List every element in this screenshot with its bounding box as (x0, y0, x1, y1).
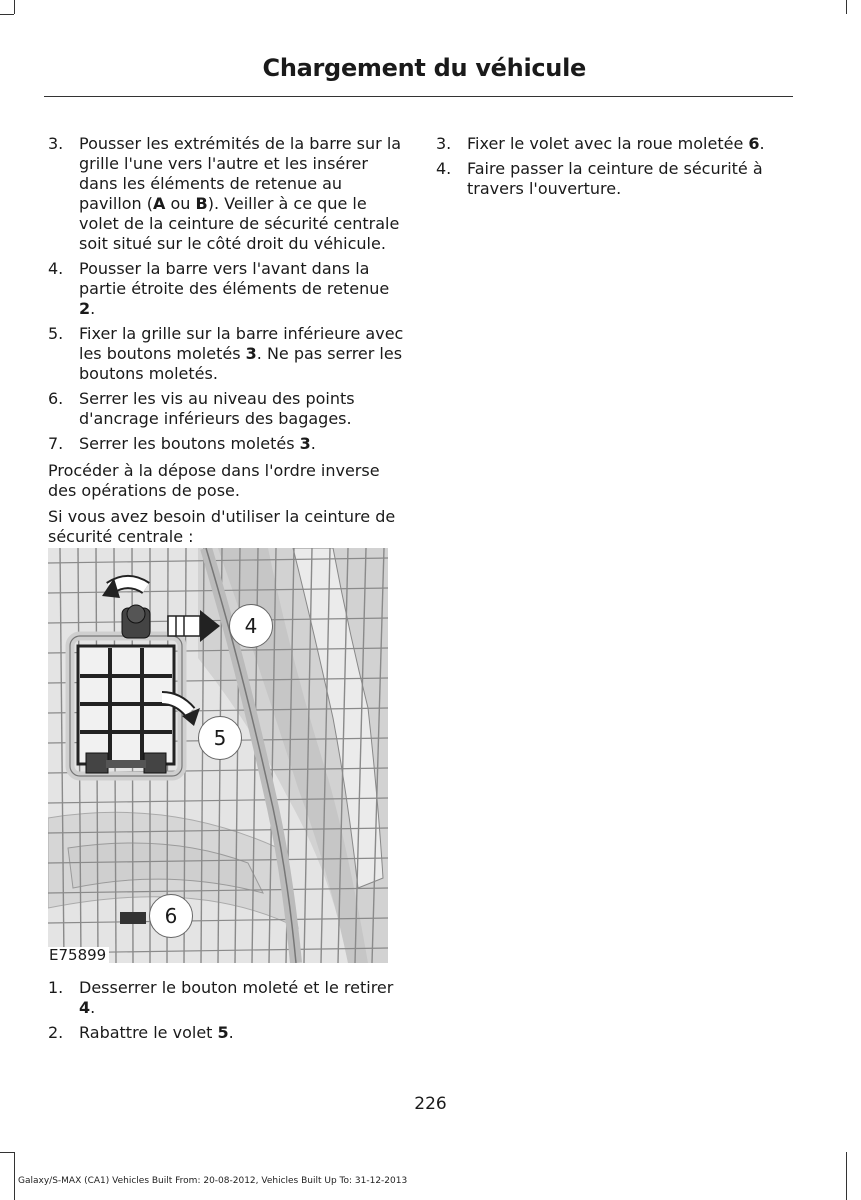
figure-code: E75899 (48, 947, 109, 963)
instruction-step (436, 134, 792, 154)
step-number: 7. (48, 434, 64, 453)
step-number: 4. (48, 259, 64, 278)
step-number: 3. (436, 134, 452, 153)
crop-mark (0, 14, 14, 15)
callout-5: 5 (198, 716, 242, 760)
left-column-lower (48, 978, 404, 1048)
step-text: Fixer la grille sur la barre inférieure avec les boutons moletés 3. Ne pas serrer les boutons moletés. (79, 324, 404, 383)
step-number: 6. (48, 389, 64, 408)
step-text: Serrer les boutons moletés 3. (79, 434, 316, 453)
header-divider (44, 96, 793, 97)
crop-mark (846, 0, 847, 14)
paragraph: Procéder à la dépose dans l'ordre inverse des opérations de pose. (48, 461, 380, 500)
page-number: 226 (414, 1094, 447, 1114)
step-text: Serrer les vis au niveau des points d'ancrage inférieurs des bagages. (79, 389, 355, 428)
crop-mark (0, 1152, 14, 1153)
paragraph: Si vous avez besoin d'utiliser la ceinture de sécurité centrale : (48, 507, 396, 546)
instruction-step (48, 434, 404, 454)
step-number: 5. (48, 324, 64, 343)
right-column (436, 134, 792, 204)
instruction-step (48, 1023, 404, 1043)
step-text: Desserrer le bouton moleté et le retirer 4. (79, 978, 394, 1017)
footer-text: Galaxy/S-MAX (CA1) Vehicles Built From: 20-08-2012, Vehicles Built Up To: 31-12-2013 (18, 1176, 408, 1186)
step-number: 1. (48, 978, 64, 997)
step-text: Rabattre le volet 5. (79, 1023, 234, 1042)
instruction-step (48, 259, 404, 319)
instruction-list (48, 134, 404, 454)
step-number: 3. (48, 134, 64, 153)
instruction-step (48, 389, 404, 429)
left-column (48, 134, 404, 553)
crop-mark (14, 0, 15, 14)
instruction-step (48, 134, 404, 254)
page-title: Chargement du véhicule (262, 54, 586, 82)
instruction-step (48, 978, 404, 1018)
step-text: Pousser les extrémités de la barre sur la grille l'une vers l'autre et les insérer dans les éléments de retenue au pavillon (A ou B). Veiller à ce que le volet de la ceinture de sécurité centrale soit situé sur le côté droit du véhicule. (79, 134, 402, 253)
step-text: Fixer le volet avec la roue moletée 6. (467, 134, 765, 153)
step-number: 4. (436, 159, 452, 178)
instruction-step (436, 159, 792, 199)
crop-mark (846, 1152, 847, 1200)
callout-4: 4 (229, 604, 273, 648)
crop-mark (14, 1152, 15, 1200)
instruction-step (48, 324, 404, 384)
callout-6: 6 (149, 894, 193, 938)
instruction-list (48, 978, 404, 1043)
step-text: Pousser la barre vers l'avant dans la partie étroite des éléments de retenue 2. (79, 259, 390, 318)
step-number: 2. (48, 1023, 64, 1042)
figure-illustration (48, 548, 388, 963)
step-text: Faire passer la ceinture de sécurité à travers l'ouverture. (467, 159, 763, 198)
instruction-list (436, 134, 792, 199)
